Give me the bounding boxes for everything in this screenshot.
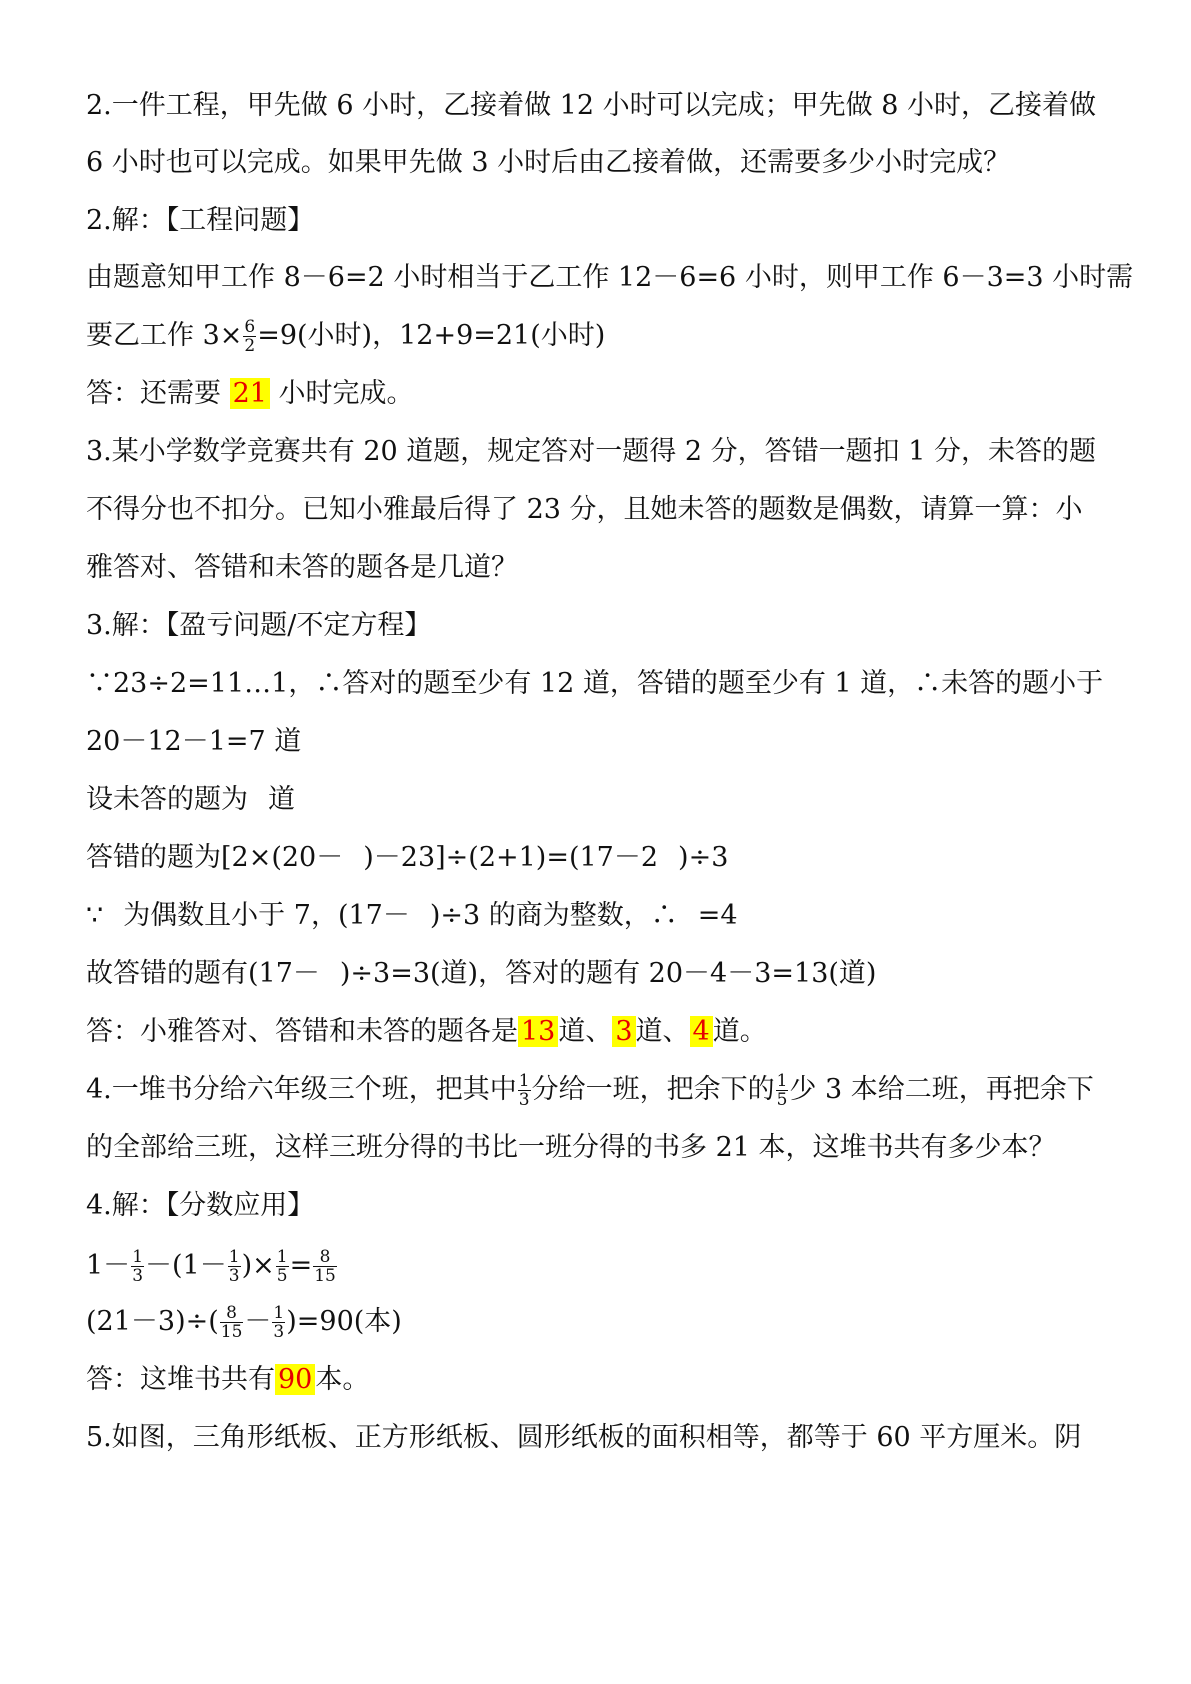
text-segment: 故答错的题有(17－ bbox=[86, 958, 320, 989]
fraction-numerator: 1 bbox=[228, 1247, 240, 1267]
problem-5-question-line-1: 5.如图，三角形纸板、正方形纸板、圆形纸板的面积相等，都等于 60 平方厘米。阴 bbox=[86, 1422, 1082, 1453]
problem-2-question-line-2: 6 小时也可以完成。如果甲先做 3 小时后由乙接着做，还需要多少小时完成？ bbox=[86, 147, 1011, 178]
problem-3-question-line-3: 雅答对、答错和未答的题各是几道？ bbox=[86, 552, 518, 583]
fraction-denominator: 3 bbox=[518, 1090, 530, 1110]
problem-2-question-line-1: 2.一件工程，甲先做 6 小时，乙接着做 12 小时可以完成；甲先做 8 小时，乙接着做 bbox=[86, 90, 1096, 121]
text-segment: =4 bbox=[697, 900, 738, 931]
fraction-numerator: 1 bbox=[273, 1303, 285, 1323]
problem-4-solution-title: 4.解：【分数应用】 bbox=[86, 1190, 315, 1221]
fraction-denominator: 3 bbox=[132, 1266, 144, 1286]
highlighted-answer-wrong: 3 bbox=[612, 1016, 635, 1047]
text-segment: 分给一班，把余下的 bbox=[531, 1074, 775, 1105]
fraction-denominator: 2 bbox=[244, 336, 256, 356]
answer-suffix: 本。 bbox=[315, 1364, 370, 1395]
text-segment: 少 3 本给二班，再把余下 bbox=[789, 1074, 1094, 1105]
fraction bbox=[518, 1072, 531, 1109]
highlighted-answer-unanswered: 4 bbox=[690, 1016, 713, 1047]
fraction bbox=[272, 1304, 285, 1341]
answer-prefix: 答：还需要 bbox=[86, 378, 221, 409]
problem-2-answer bbox=[86, 374, 1111, 414]
fraction bbox=[228, 1248, 241, 1285]
problem-4-equation-2 bbox=[86, 1302, 1111, 1342]
text-segment: －(1－ bbox=[145, 1250, 227, 1281]
fraction-numerator: 1 bbox=[776, 1071, 788, 1091]
text-segment: )× bbox=[241, 1250, 275, 1281]
problem-3-step-5 bbox=[86, 896, 1111, 936]
text-segment: )÷3 的商为整数，∴ bbox=[429, 900, 678, 931]
fraction-numerator: 1 bbox=[276, 1247, 288, 1267]
problem-3-solution-title: 3.解：【盈亏问题/不定方程】 bbox=[86, 610, 432, 641]
text-segment: )÷3 bbox=[678, 842, 729, 873]
text-segment: － bbox=[244, 1306, 272, 1337]
text-segment: )=90(本) bbox=[286, 1306, 402, 1337]
text-segment: 1－ bbox=[86, 1250, 131, 1281]
problem-3-question-line-1: 3.某小学数学竞赛共有 20 道题，规定答对一题得 2 分，答错一题扣 1 分，未答的题 bbox=[86, 436, 1096, 467]
text-segment: 道 bbox=[268, 784, 295, 815]
fraction-denominator: 5 bbox=[776, 1090, 788, 1110]
problem-3-step-2: 20－12－1=7 道 bbox=[86, 726, 302, 757]
answer-suffix: 道。 bbox=[712, 1016, 767, 1047]
text-segment: )÷3=3(道)，答对的题有 20－4－3=13(道) bbox=[339, 958, 877, 989]
answer-prefix: 答：这堆书共有 bbox=[86, 1364, 275, 1395]
fraction bbox=[776, 1072, 789, 1109]
text-segment: = bbox=[289, 1250, 313, 1281]
text-segment: 要乙工作 3× bbox=[86, 320, 243, 351]
fraction bbox=[131, 1248, 144, 1285]
problem-4-question-line-2: 的全部给三班，这样三班分得的书比一班分得的书多 21 本，这堆书共有多少本？ bbox=[86, 1132, 1056, 1163]
problem-4-answer bbox=[86, 1360, 1111, 1400]
problem-3-answer bbox=[86, 1012, 1111, 1052]
fraction-numerator: 8 bbox=[313, 1248, 337, 1267]
problem-4-equation-1 bbox=[86, 1246, 1111, 1286]
fraction bbox=[220, 1304, 244, 1341]
text-segment: 4.一堆书分给六年级三个班，把其中 bbox=[86, 1074, 517, 1105]
text-segment: =9(小时)，12+9=21(小时) bbox=[257, 320, 606, 351]
problem-3-question-line-2: 不得分也不扣分。已知小雅最后得了 23 分，且她未答的题数是偶数，请算一算：小 bbox=[86, 494, 1083, 525]
text-segment: 答错的题为[2×(20－ bbox=[86, 842, 344, 873]
highlighted-answer: 90 bbox=[275, 1364, 315, 1395]
highlighted-answer-correct: 13 bbox=[518, 1016, 558, 1047]
problem-2-solution-title: 2.解：【工程问题】 bbox=[86, 205, 315, 236]
text-segment: (21－3)÷( bbox=[86, 1306, 219, 1337]
fraction-denominator: 3 bbox=[228, 1266, 240, 1286]
answer-separator: 道、 bbox=[558, 1016, 613, 1047]
fraction bbox=[243, 318, 256, 355]
problem-4-question-line-1 bbox=[86, 1070, 1111, 1110]
answer-suffix: 小时完成。 bbox=[278, 378, 414, 409]
problem-3-step-4 bbox=[86, 838, 1111, 878]
problem-3-step-1: ∵23÷2=11…1，∴答对的题至少有 12 道，答错的题至少有 1 道，∴未答的题小于 bbox=[86, 668, 1104, 699]
text-segment: 为偶数且小于 7，(17－ bbox=[123, 900, 410, 931]
fraction-denominator: 5 bbox=[276, 1266, 288, 1286]
fraction bbox=[313, 1248, 337, 1285]
text-segment: 设未答的题为 bbox=[86, 784, 248, 815]
fraction bbox=[276, 1248, 289, 1285]
problem-2-solution-line-1: 由题意知甲工作 8－6=2 小时相当于乙工作 12－6=6 小时，则甲工作 6－3=3 小时需 bbox=[86, 262, 1134, 293]
text-segment: ∵ bbox=[86, 900, 104, 931]
fraction-denominator: 15 bbox=[314, 1266, 336, 1286]
fraction-numerator: 1 bbox=[518, 1071, 530, 1091]
fraction-denominator: 3 bbox=[273, 1322, 285, 1342]
fraction-numerator: 8 bbox=[220, 1304, 244, 1323]
text-segment: )－23]÷(2+1)=(17－2 bbox=[363, 842, 659, 873]
fraction-numerator: 1 bbox=[132, 1247, 144, 1267]
highlighted-answer: 21 bbox=[230, 378, 270, 409]
problem-3-step-6 bbox=[86, 954, 1111, 994]
answer-separator: 道、 bbox=[635, 1016, 690, 1047]
problem-3-step-3 bbox=[86, 780, 1111, 820]
fraction-denominator: 15 bbox=[220, 1322, 243, 1342]
fraction-numerator: 6 bbox=[244, 317, 256, 337]
answer-prefix: 答：小雅答对、答错和未答的题各是 bbox=[86, 1016, 518, 1047]
problem-2-solution-line-2 bbox=[86, 316, 1111, 356]
